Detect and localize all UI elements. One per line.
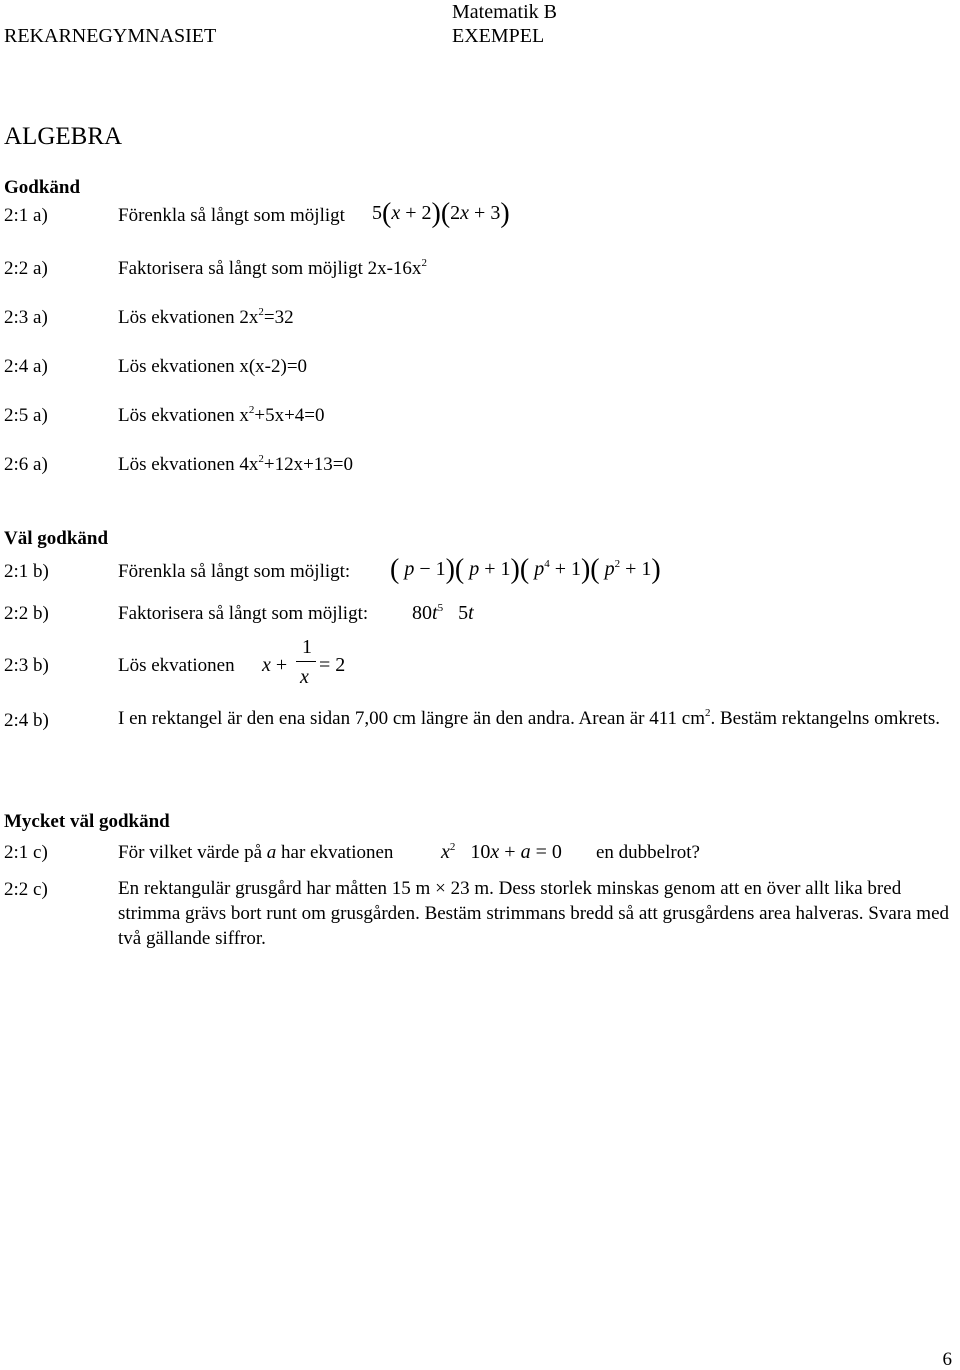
level-heading-g: Godkänd xyxy=(4,177,81,198)
problem-text: Faktorisera så långt som möjligt $2x-16x^2$ xyxy=(118,257,427,279)
problem-label: 2:2 a) xyxy=(4,258,48,279)
problem-text: Lös ekvationen $2x^2=32$ xyxy=(118,306,294,328)
document-type: EXEMPEL xyxy=(452,25,545,47)
problem-label: 2:1 b) xyxy=(4,561,49,582)
problem-label: 2:1 c) xyxy=(4,842,48,863)
section-title: ALGEBRA xyxy=(4,123,123,150)
level-heading-mvg: Mycket väl godkänd xyxy=(4,811,170,832)
problem-label: 2:4 a) xyxy=(4,356,48,377)
problem-text: Lös ekvationen $x^2+5x+4=0$ xyxy=(118,404,325,426)
problem-label: 2:3 a) xyxy=(4,307,48,328)
problem-text: Lös ekvationen $4x^2+12x+13=0$ xyxy=(118,453,354,475)
level-heading-vg: Väl godkänd xyxy=(4,528,109,549)
problem-text: I en rektangel är den ena sidan 7,00 cm längre än den andra. Arean är 411 $cm^2$. Bestäm rektangelns omkrets. xyxy=(118,707,941,729)
problem-text: Lös ekvationen xyxy=(118,655,235,676)
subject-title: Matematik B xyxy=(452,1,557,23)
expression-mvg1: $x^2$ 10x + a = 0 xyxy=(441,841,562,863)
problem-text: Förenkla så långt som möjligt: xyxy=(118,561,351,582)
page-number: 6 xyxy=(942,1349,952,1370)
problem-label: 2:2 c) xyxy=(4,879,48,900)
problem-label: 2:3 b) xyxy=(4,655,49,676)
problem-label: 2:1 a) xyxy=(4,205,48,226)
problem-text: Faktorisera så långt som möjligt: xyxy=(118,603,369,624)
expression-vg1: ( p − 1)( p + 1)( $p^4 + 1$)( $p^2 + 1$) xyxy=(390,554,661,585)
problem-text: Förenkla så långt som möjligt xyxy=(118,205,345,226)
school-name: REKARNEGYMNASIET xyxy=(4,25,217,47)
problem-text-suffix: en dubbelrot? xyxy=(596,842,700,863)
expression-g1: 5(x + 2)(2x + 3) xyxy=(372,198,510,229)
problem-text: Lös ekvationen x(x-2)=0 xyxy=(118,356,308,377)
problem-label: 2:5 a) xyxy=(4,405,48,426)
problem-label: 2:6 a) xyxy=(4,454,48,475)
problem-text: En rektangulär grusgård har måtten 15 m × 23 m. Dess storlek minskas genom att en över allt lika bred strimma grävs bort runt om grusgården. Bestäm strimmans bredd så att grusgårdens area halveras. Svara med två gällande siffror. xyxy=(118,878,950,949)
expression-vg2: $80t^5$ 5t xyxy=(412,602,474,624)
problem-label: 2:2 b) xyxy=(4,603,49,624)
problem-text: För vilket värde på a har ekvationen xyxy=(118,842,394,863)
expression-vg3: x + xyxy=(262,654,288,676)
expression-equals: = 2 xyxy=(319,654,346,676)
problem-label: 2:4 b) xyxy=(4,710,49,731)
